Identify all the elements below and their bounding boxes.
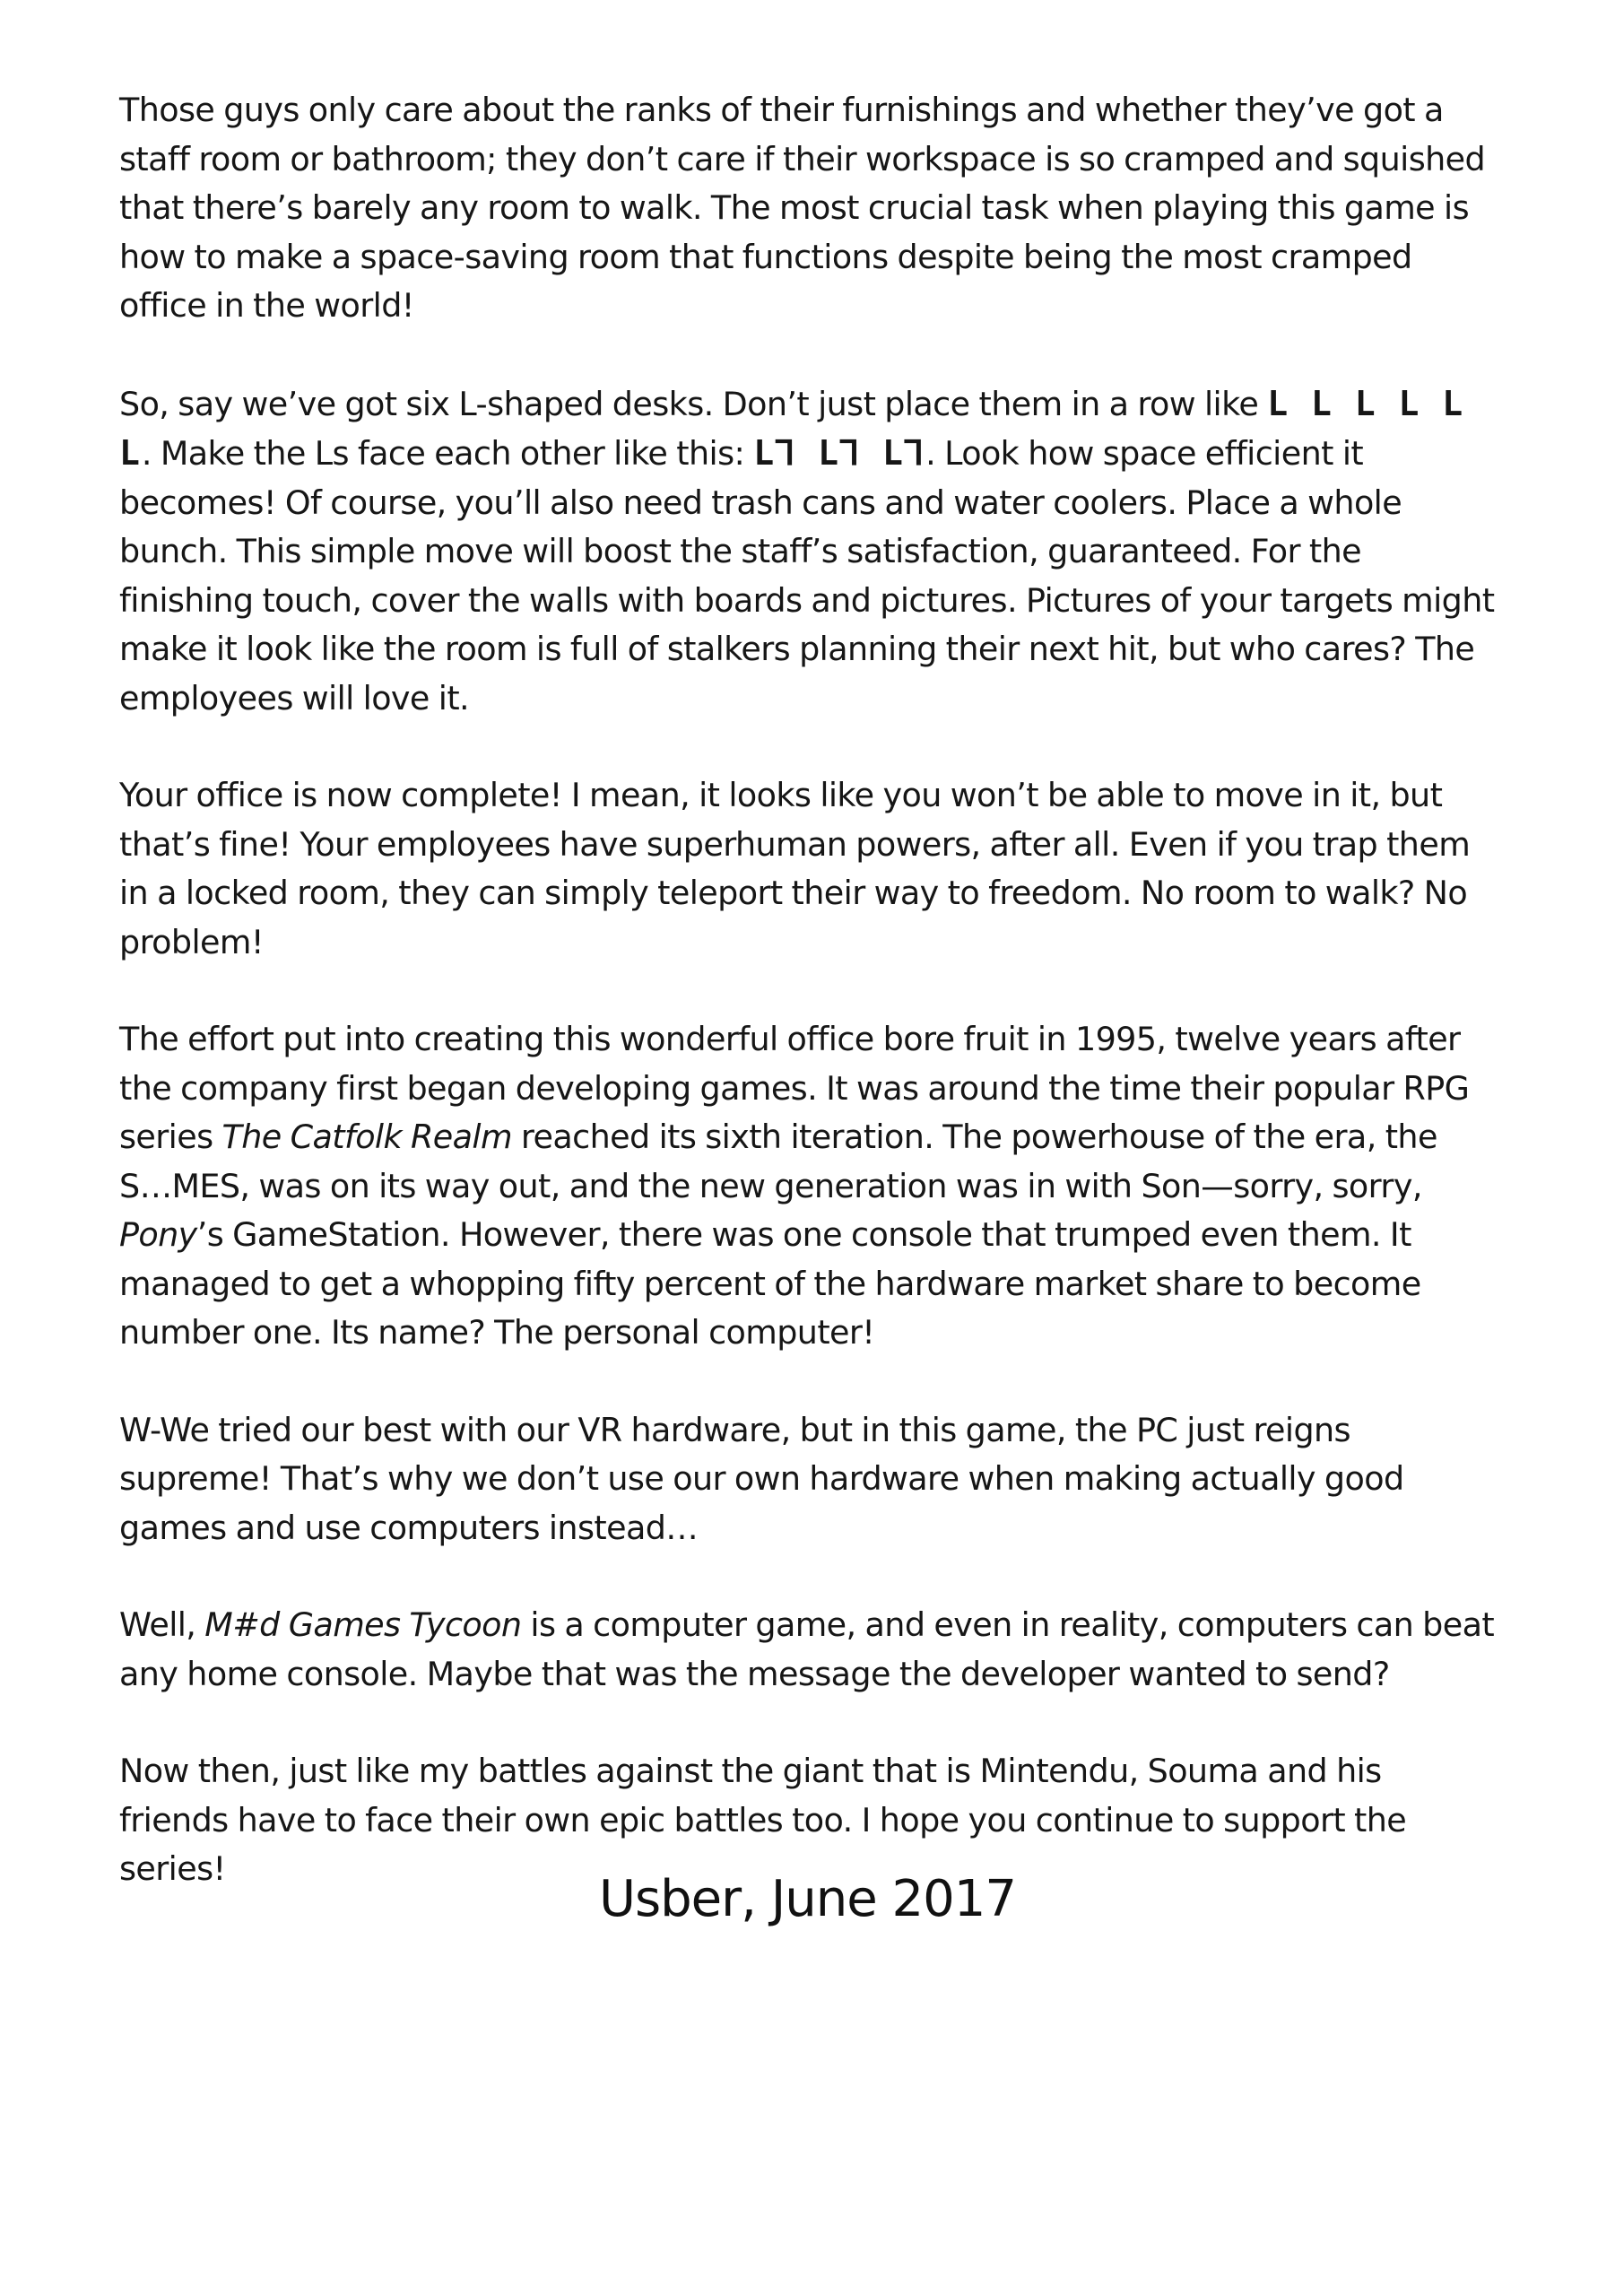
paragraph-computer-game [119, 1601, 1496, 1699]
computer-game-text-1: Well, [119, 1605, 205, 1644]
pony-brand: Pony [119, 1215, 197, 1254]
history-text-1: The effort put into creating this wonderful office bore fruit in 1995, twelve years after the company first began developing games. It was around the time their popular RPG series [119, 1020, 1470, 1156]
desk-layout-text-1: So, say we’ve got six L-shaped desks. Don’t just place them in a row like [119, 384, 1268, 423]
catfolk-realm-title: The Catfolk Realm [221, 1118, 512, 1156]
tycoon-title: M#d Games Tycoon [204, 1605, 522, 1644]
paragraph-office-ranks: Those guys only care about the ranks of their furnishings and whether they’ve got a staff room or bathroom; they don’t care if their workspace is so cramped and squished that there’s barely any room to walk. The most crucial task when playing this game is how to make a space-saving room that functions despite being the most cramped office in the world! [119, 91, 1486, 325]
paragraph-history-1995 [119, 1015, 1496, 1358]
paragraph-desk-layout [119, 379, 1496, 724]
history-text-2: reached its sixth iteration. The powerhouse of the era, the S…MES, was on its way out, and the new generation was in with Son—sorry, sorry, [119, 1118, 1437, 1205]
paragraph-vr-hardware: W-We tried our best with our VR hardware, but in this game, the PC just reigns supreme! That’s why we don’t use our own hardware when making actually good games and use computers instead… [119, 1410, 1404, 1547]
history-text-3: ’s GameStation. However, there was one console that trumped even them. It managed to get a whopping fifty percent of the hardware market share to become number one. Its name? The personal computer! [119, 1215, 1421, 1352]
afterword-body [119, 86, 1496, 1943]
desk-layout-text-3: . Look how space efficient it becomes! Of course, you’ll also need trash cans and water coolers. Place a whole bunch. This simple move will boost the staff’s satisfaction, guaranteed. For the finishing touch, cover the walls with boards and pictures. Pictures of your targets might make it look like the room is full of stalkers planning their next hit, but who cares? The employees will love it. [119, 434, 1495, 718]
author-signature: Usber, June 2017 [598, 1870, 1017, 1928]
desk-layout-text-2: . Make the Ls face each other like this: [141, 434, 754, 473]
desks-facing-glyphs: L⅂ L⅂ L⅂ [753, 433, 926, 473]
paragraph-office-complete: Your office is now complete! I mean, it looks like you won’t be able to move in it, but that’s fine! Your employees have superhuman powers, after all. Even if you trap them in a locked room, they can simply teleport their way to freedom. No room to walk? No problem! [119, 776, 1471, 961]
computer-game-text-2: is a computer game, and even in reality, computers can beat any home console. Maybe that was the message the developer wanted to send? [119, 1605, 1495, 1693]
paragraph-closing: Now then, just like my battles against the giant that is Mintendu, Souma and his friends have to face their own epic battles too. I hope you continue to support the series! [119, 1752, 1407, 1888]
desks-in-row-glyphs: L L L L L L [119, 383, 1465, 473]
